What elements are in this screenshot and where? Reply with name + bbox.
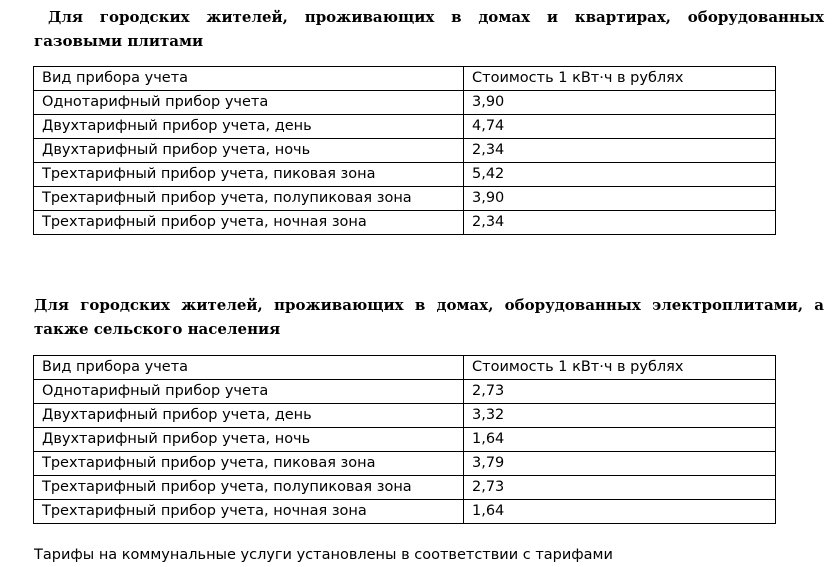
- price-cell: 1,64: [464, 428, 776, 452]
- footer-paragraph: Тарифы на коммунальные услуги установлены в соответствии с тарифами: [34, 547, 613, 563]
- meter-type-cell: Трехтарифный прибор учета, полупиковая зона: [34, 476, 464, 500]
- tariff-table-electric: [33, 355, 776, 524]
- meter-type-cell: Трехтарифный прибор учета, пиковая зона: [34, 452, 464, 476]
- table-row: [34, 380, 776, 404]
- table-row: [34, 500, 776, 524]
- price-cell: 1,64: [464, 500, 776, 524]
- tariff-table-gas: [33, 66, 776, 235]
- meter-type-cell: Двухтарифный прибор учета, ночь: [34, 139, 464, 163]
- price-cell: 3,90: [464, 187, 776, 211]
- price-cell: 2,73: [464, 476, 776, 500]
- price-cell: 3,79: [464, 452, 776, 476]
- section2-heading: Для городских жителей, проживающих в домах, оборудованных электроплитами, а также сельского населения: [34, 296, 824, 338]
- table-row: [34, 163, 776, 187]
- table-header-row: [34, 67, 776, 91]
- meter-type-cell: Трехтарифный прибор учета, пиковая зона: [34, 163, 464, 187]
- table-row: [34, 404, 776, 428]
- table-row: [34, 428, 776, 452]
- header-price: Стоимость 1 кВт·ч в рублях: [464, 356, 776, 380]
- meter-type-cell: Двухтарифный прибор учета, день: [34, 115, 464, 139]
- meter-type-cell: Трехтарифный прибор учета, ночная зона: [34, 211, 464, 235]
- table-row: [34, 115, 776, 139]
- table-header-row: [34, 356, 776, 380]
- meter-type-cell: Трехтарифный прибор учета, ночная зона: [34, 500, 464, 524]
- price-cell: 2,34: [464, 139, 776, 163]
- header-price: Стоимость 1 кВт·ч в рублях: [464, 67, 776, 91]
- meter-type-cell: Трехтарифный прибор учета, полупиковая зона: [34, 187, 464, 211]
- meter-type-cell: Двухтарифный прибор учета, ночь: [34, 428, 464, 452]
- price-cell: 2,34: [464, 211, 776, 235]
- header-meter-type: Вид прибора учета: [34, 67, 464, 91]
- section1-heading: Для городских жителей, проживающих в домах и квартирах, оборудованных газовыми плитами: [34, 8, 824, 50]
- meter-type-cell: Однотарифный прибор учета: [34, 91, 464, 115]
- table-row: [34, 476, 776, 500]
- header-meter-type: Вид прибора учета: [34, 356, 464, 380]
- table-row: [34, 139, 776, 163]
- price-cell: 3,32: [464, 404, 776, 428]
- table-row: [34, 187, 776, 211]
- price-cell: 2,73: [464, 380, 776, 404]
- price-cell: 5,42: [464, 163, 776, 187]
- table-row: [34, 211, 776, 235]
- table-row: [34, 91, 776, 115]
- meter-type-cell: Двухтарифный прибор учета, день: [34, 404, 464, 428]
- meter-type-cell: Однотарифный прибор учета: [34, 380, 464, 404]
- price-cell: 3,90: [464, 91, 776, 115]
- price-cell: 4,74: [464, 115, 776, 139]
- table-row: [34, 452, 776, 476]
